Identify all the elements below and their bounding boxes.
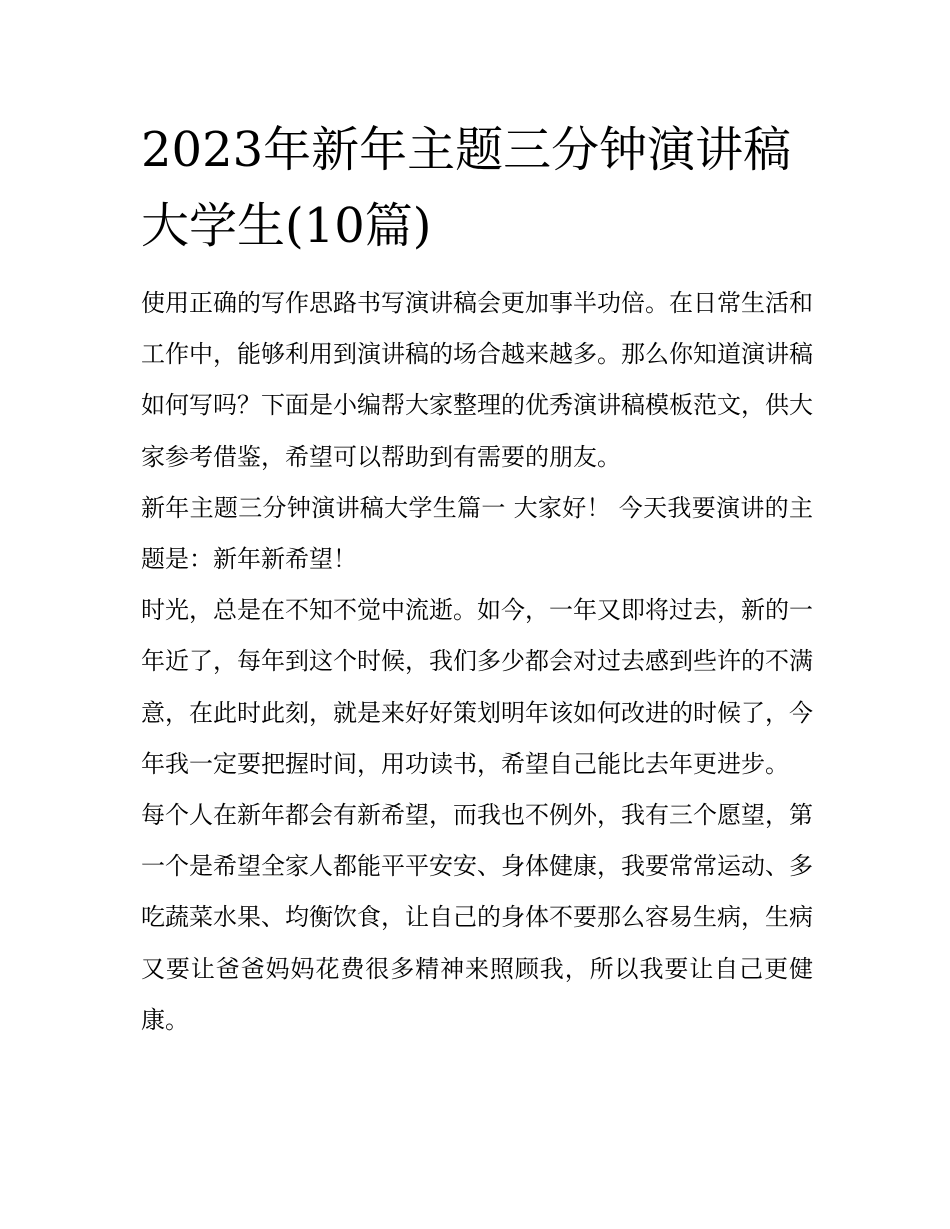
title-line-1: 2023年新年主题三分钟演讲稿 [141, 122, 792, 178]
title-line-2: 大学生(10篇) [141, 198, 432, 254]
document-body [141, 278, 813, 1046]
paragraph-time: 时光，总是在不知不觉中流逝。如今，一年又即将过去，新的一年近了，每年到这个时候，我们多少都会对过去感到些许的不满意，在此时此刻，就是来好好策划明年该如何改进的时候了，今年我一定要把握时间，用功读书，希望自己能比去年更进步。 [141, 596, 813, 778]
document-title [141, 112, 821, 264]
paragraph-section-heading: 新年主题三分钟演讲稿大学生篇一 大家好！ 今天我要演讲的主题是：新年新希望！ [141, 493, 813, 574]
paragraph-intro: 使用正确的写作思路书写演讲稿会更加事半功倍。在日常生活和工作中，能够利用到演讲稿的场合越来越多。那么你知道演讲稿如何写吗？下面是小编帮大家整理的优秀演讲稿模板范文，供大家参考借鉴，希望可以帮助到有需要的朋友。 [141, 289, 813, 471]
paragraph-wishes: 每个人在新年都会有新希望，而我也不例外，我有三个愿望，第一个是希望全家人都能平平安安、身体健康，我要常常运动、多吃蔬菜水果、均衡饮食，让自己的身体不要那么容易生病，生病又要让爸爸妈妈花费很多精神来照顾我，所以我要让自己更健康。 [141, 801, 813, 1034]
